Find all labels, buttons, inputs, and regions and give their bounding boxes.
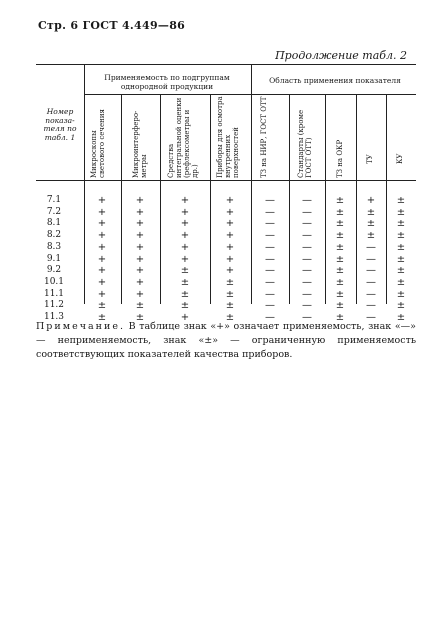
table-cell: — <box>265 241 275 253</box>
group-applicability-header: Применяемость по подгруппам однородной продукции <box>104 73 230 91</box>
table-cell: — <box>366 241 376 253</box>
table-cell: + <box>180 312 190 323</box>
table-cell: ± <box>335 253 345 265</box>
table-cell: + <box>180 218 190 230</box>
table-cell: + <box>180 241 190 253</box>
table-cell: ± <box>396 288 406 300</box>
table-cell: ± <box>366 206 376 218</box>
applicability-table <box>36 64 416 323</box>
table-cell: ± <box>180 276 190 288</box>
row-number: 10.1 <box>43 276 65 287</box>
table-cell: — <box>302 288 312 300</box>
table-cell: — <box>265 253 275 265</box>
note-text: В таблице знак «+» означает применяемость, знак «—» — неприменяемость, знак «±» — ограниченную применяемость соответствующих показателей качества приборов. <box>36 321 416 360</box>
row-number: 8.1 <box>46 218 62 229</box>
table-cell: + <box>97 195 107 206</box>
table-cell: — <box>366 253 376 265</box>
table-cell: + <box>135 195 145 206</box>
table-cell: ± <box>396 206 406 218</box>
table-cell: ± <box>335 265 345 277</box>
table-cell: ± <box>180 288 190 300</box>
col-header-integral-assessment: Средства интегральной оценки (рефлексометры и др.) <box>167 97 199 178</box>
table-cell: — <box>302 206 312 218</box>
table-cell: + <box>366 195 376 206</box>
col-header-tz-okr: ТЗ на ОКР <box>336 139 344 178</box>
table-continuation-label: Продолжение табл. 2 <box>275 49 407 62</box>
col-header-ku: КУ <box>396 153 404 164</box>
table-cell: ± <box>335 241 345 253</box>
table-cell: ± <box>225 312 235 323</box>
table-cell: — <box>265 312 275 323</box>
table-cell: — <box>302 312 312 323</box>
table-cell: + <box>225 253 235 265</box>
table-cell: ± <box>335 276 345 288</box>
table-note <box>36 320 416 362</box>
table-cell: ± <box>335 195 345 206</box>
table-cell: ± <box>335 300 345 312</box>
table-cell: ± <box>396 230 406 242</box>
table-cell: + <box>180 253 190 265</box>
table-cell: + <box>225 218 235 230</box>
table-cell: — <box>302 218 312 230</box>
table-cell: ± <box>135 312 145 323</box>
table-cell: — <box>366 276 376 288</box>
row-number: 11.2 <box>43 300 65 311</box>
table-cell: + <box>97 206 107 218</box>
table-cell: — <box>265 195 275 206</box>
table-cell: ± <box>396 253 406 265</box>
table-cell: ± <box>97 312 107 323</box>
table-cell: ± <box>396 241 406 253</box>
table-cell: + <box>97 288 107 300</box>
table-cell: — <box>302 230 312 242</box>
table-cell: + <box>97 265 107 277</box>
table-cell: — <box>265 230 275 242</box>
table-cell: — <box>302 276 312 288</box>
table-cell: + <box>180 195 190 206</box>
table-cell: + <box>97 253 107 265</box>
header-bottom-rule <box>36 180 416 181</box>
table-cell: ± <box>97 300 107 312</box>
col-header-tz-nir: ТЗ на НИР, ГОСТ ОТТ <box>260 96 268 178</box>
table-cell: + <box>135 206 145 218</box>
table-cell: — <box>265 265 275 277</box>
table-cell: + <box>135 241 145 253</box>
table-cell: ± <box>335 206 345 218</box>
row-number: 9.2 <box>46 265 62 276</box>
table-cell: + <box>135 218 145 230</box>
table-cell: — <box>302 265 312 277</box>
col-header-tu: ТУ <box>366 154 374 164</box>
table-cell: + <box>180 206 190 218</box>
table-cell: ± <box>335 230 345 242</box>
table-cell: — <box>302 195 312 206</box>
table-cell: — <box>366 300 376 312</box>
table-cell: ± <box>366 218 376 230</box>
table-cell: + <box>135 276 145 288</box>
table-cell: + <box>225 241 235 253</box>
group-scope-header: Область применения показателя <box>269 76 401 85</box>
table-cell: ± <box>335 312 345 323</box>
table-cell: + <box>135 253 145 265</box>
table-cell: — <box>265 288 275 300</box>
table-cell: — <box>302 241 312 253</box>
table-cell: ± <box>396 195 406 206</box>
table-cell: — <box>302 253 312 265</box>
col-header-microinterferometers: Микроинтерферо-метры <box>132 110 148 178</box>
row-number: 11.3 <box>43 312 65 322</box>
table-cell: — <box>302 300 312 312</box>
table-cell: — <box>265 218 275 230</box>
table-cell: ± <box>225 288 235 300</box>
row-number: 8.2 <box>46 230 62 241</box>
page-header: Стр. 6 ГОСТ 4.449—86 <box>38 19 186 32</box>
table-cell: ± <box>396 276 406 288</box>
table-cell: ± <box>396 265 406 277</box>
table-cell: ± <box>135 300 145 312</box>
table-cell: ± <box>366 230 376 242</box>
table-cell: ± <box>335 288 345 300</box>
row-number: 7.2 <box>46 206 62 217</box>
table-cell: ± <box>225 300 235 312</box>
table-cell: — <box>366 265 376 277</box>
table-cell: ± <box>396 300 406 312</box>
table-cell: + <box>225 265 235 277</box>
table-cell: + <box>225 230 235 242</box>
table-cell: ± <box>180 265 190 277</box>
table-cell: — <box>265 300 275 312</box>
table-cell: + <box>97 276 107 288</box>
row-number: 7.1 <box>46 195 62 205</box>
table-cell: ± <box>335 218 345 230</box>
row-number: 8.3 <box>46 241 62 252</box>
table-cell: + <box>225 195 235 206</box>
table-cell: ± <box>180 300 190 312</box>
col-header-light-section-microscopes: Микроскопы светового сечения <box>90 109 106 178</box>
table-cell: + <box>97 230 107 242</box>
table-top-rule <box>36 64 416 65</box>
table-cell: — <box>366 312 376 323</box>
table-cell: — <box>265 276 275 288</box>
note-label: Примечание. <box>36 321 125 332</box>
row-number: 11.1 <box>43 288 65 299</box>
table-cell: + <box>225 206 235 218</box>
table-cell: + <box>180 230 190 242</box>
table-cell: + <box>135 288 145 300</box>
table-cell: ± <box>396 218 406 230</box>
table-cell: ± <box>396 312 406 323</box>
table-cell: + <box>97 218 107 230</box>
table-cell: — <box>265 206 275 218</box>
col-header-standards: Стандарты (кроме ГОСТ ОТТ) <box>297 109 313 178</box>
row-number-header: Номер показа-теля по табл. 1 <box>43 107 77 142</box>
table-cell: + <box>135 230 145 242</box>
row-number: 9.1 <box>46 253 62 264</box>
table-cell: + <box>135 265 145 277</box>
table-cell: ± <box>225 276 235 288</box>
col-header-internal-surface-devices: Приборы для осмотра внутренних поверхностей <box>216 96 240 178</box>
table-cell: — <box>366 288 376 300</box>
table-cell: + <box>97 241 107 253</box>
